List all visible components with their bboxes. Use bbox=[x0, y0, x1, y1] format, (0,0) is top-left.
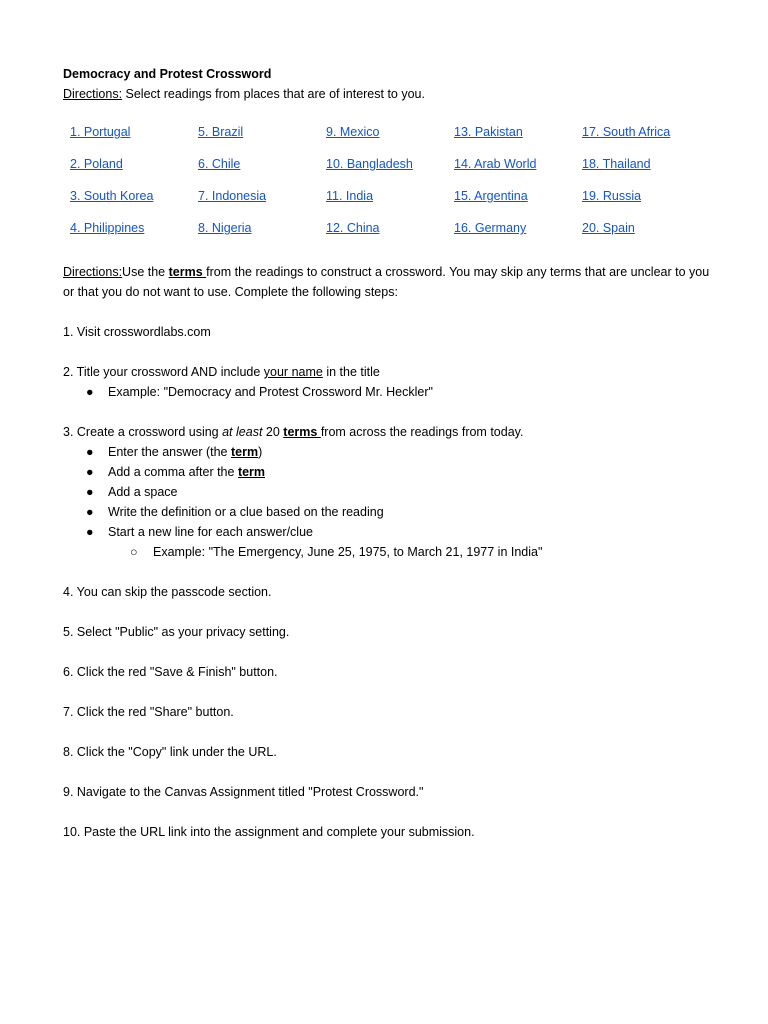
directions-crossword bbox=[63, 262, 713, 302]
reading-link-thailand[interactable]: 18. Thailand bbox=[582, 157, 651, 171]
list-item bbox=[63, 382, 713, 402]
circle-bullet-icon: ○ bbox=[130, 545, 138, 559]
reading-link-poland[interactable]: 2. Poland bbox=[70, 157, 123, 171]
reading-link-germany[interactable]: 16. Germany bbox=[454, 221, 527, 235]
step-3 bbox=[63, 422, 713, 442]
reading-link-india[interactable]: 11. India bbox=[326, 189, 374, 203]
step-9: 9. Navigate to the Canvas Assignment titled "Protest Crossword." bbox=[63, 785, 424, 799]
step-3-pre: 3. Create a crossword using bbox=[63, 425, 223, 439]
reading-link-bangladesh[interactable]: 10. Bangladesh bbox=[326, 157, 413, 171]
bullet-icon: ● bbox=[86, 385, 94, 399]
reading-link-argentina[interactable]: 15. Argentina bbox=[454, 189, 528, 203]
step-3-bullets bbox=[63, 442, 713, 542]
reading-link-south-africa[interactable]: 17. South Africa bbox=[582, 125, 671, 139]
bullet-icon: ● bbox=[86, 505, 94, 519]
step-10: 10. Paste the URL link into the assignment and complete your submission. bbox=[63, 825, 475, 839]
reading-link-south-korea[interactable]: 3. South Korea bbox=[70, 189, 154, 203]
step-2-bullets bbox=[63, 382, 713, 402]
reading-link-chile[interactable]: 6. Chile bbox=[198, 157, 241, 171]
reading-link-arab-world[interactable]: 14. Arab World bbox=[454, 157, 537, 171]
step-3-b5: Start a new line for each answer/clue bbox=[108, 525, 313, 539]
list-item bbox=[63, 462, 713, 482]
reading-link-indonesia[interactable]: 7. Indonesia bbox=[198, 189, 267, 203]
step-3-b4: Write the definition or a clue based on the reading bbox=[108, 505, 384, 519]
directions-intro bbox=[63, 84, 713, 104]
bullet-icon: ● bbox=[86, 485, 94, 499]
reading-link-china[interactable]: 12. China bbox=[326, 221, 380, 235]
reading-link-portugal[interactable]: 1. Portugal bbox=[70, 125, 131, 139]
directions2-terms: terms bbox=[168, 265, 207, 279]
step-1: 1. Visit crosswordlabs.com bbox=[63, 325, 211, 339]
step-3-b1-term: term bbox=[230, 445, 259, 459]
reading-link-spain[interactable]: 20. Spain bbox=[582, 221, 635, 235]
list-item bbox=[63, 542, 713, 562]
bullet-icon: ● bbox=[86, 465, 94, 479]
step-3-mid: 20 bbox=[262, 425, 284, 439]
step-3-example: Example: "The Emergency, June 25, 1975, to March 21, 1977 in India" bbox=[153, 545, 543, 559]
step-2-example: Example: "Democracy and Protest Crossword Mr. Heckler" bbox=[108, 385, 433, 399]
readings-grid bbox=[70, 122, 713, 238]
step-3-b3: Add a space bbox=[108, 485, 178, 499]
step-3-b2-pre: Add a comma after the bbox=[108, 465, 238, 479]
directions-text: Select readings from places that are of interest to you. bbox=[122, 87, 425, 101]
list-item bbox=[63, 522, 713, 542]
step-2-post: in the title bbox=[322, 365, 380, 379]
step-4: 4. You can skip the passcode section. bbox=[63, 585, 272, 599]
step-8: 8. Click the "Copy" link under the URL. bbox=[63, 745, 277, 759]
step-3-terms: terms bbox=[283, 425, 321, 439]
reading-link-philippines[interactable]: 4. Philippines bbox=[70, 221, 145, 235]
step-5: 5. Select "Public" as your privacy setting. bbox=[63, 625, 290, 639]
step-2-pre: 2. Title your crossword AND include bbox=[63, 365, 264, 379]
directions-label: Directions: bbox=[63, 87, 123, 101]
reading-link-mexico[interactable]: 9. Mexico bbox=[326, 125, 380, 139]
step-3-at-least: at least bbox=[222, 425, 263, 439]
step-3-post: from across the readings from today. bbox=[320, 425, 524, 439]
reading-link-pakistan[interactable]: 13. Pakistan bbox=[454, 125, 523, 139]
reading-link-russia[interactable]: 19. Russia bbox=[582, 189, 642, 203]
step-2-your-name: your name bbox=[263, 365, 323, 379]
directions2-post: from the readings to construct a crossword. You may skip any terms that are unclear to you or that you do not want to use. Complete the following steps: bbox=[63, 265, 710, 299]
step-3-b1-pre: Enter the answer (the bbox=[108, 445, 231, 459]
list-item bbox=[63, 442, 713, 462]
list-item bbox=[63, 502, 713, 522]
document-page bbox=[63, 64, 713, 842]
document-title: Democracy and Protest Crossword bbox=[63, 67, 272, 81]
step-2 bbox=[63, 362, 713, 382]
bullet-icon: ● bbox=[86, 445, 94, 459]
directions2-pre: Use the bbox=[122, 265, 169, 279]
step-3-sub-bullets bbox=[63, 542, 713, 562]
step-3-b2-term: term bbox=[237, 465, 266, 479]
step-7: 7. Click the red "Share" button. bbox=[63, 705, 234, 719]
reading-link-nigeria[interactable]: 8. Nigeria bbox=[198, 221, 252, 235]
list-item bbox=[63, 482, 713, 502]
bullet-icon: ● bbox=[86, 525, 94, 539]
step-3-b1-post: ) bbox=[258, 445, 263, 459]
step-6: 6. Click the red "Save & Finish" button. bbox=[63, 665, 278, 679]
reading-link-brazil[interactable]: 5. Brazil bbox=[198, 125, 244, 139]
directions2-label: Directions: bbox=[63, 265, 123, 279]
